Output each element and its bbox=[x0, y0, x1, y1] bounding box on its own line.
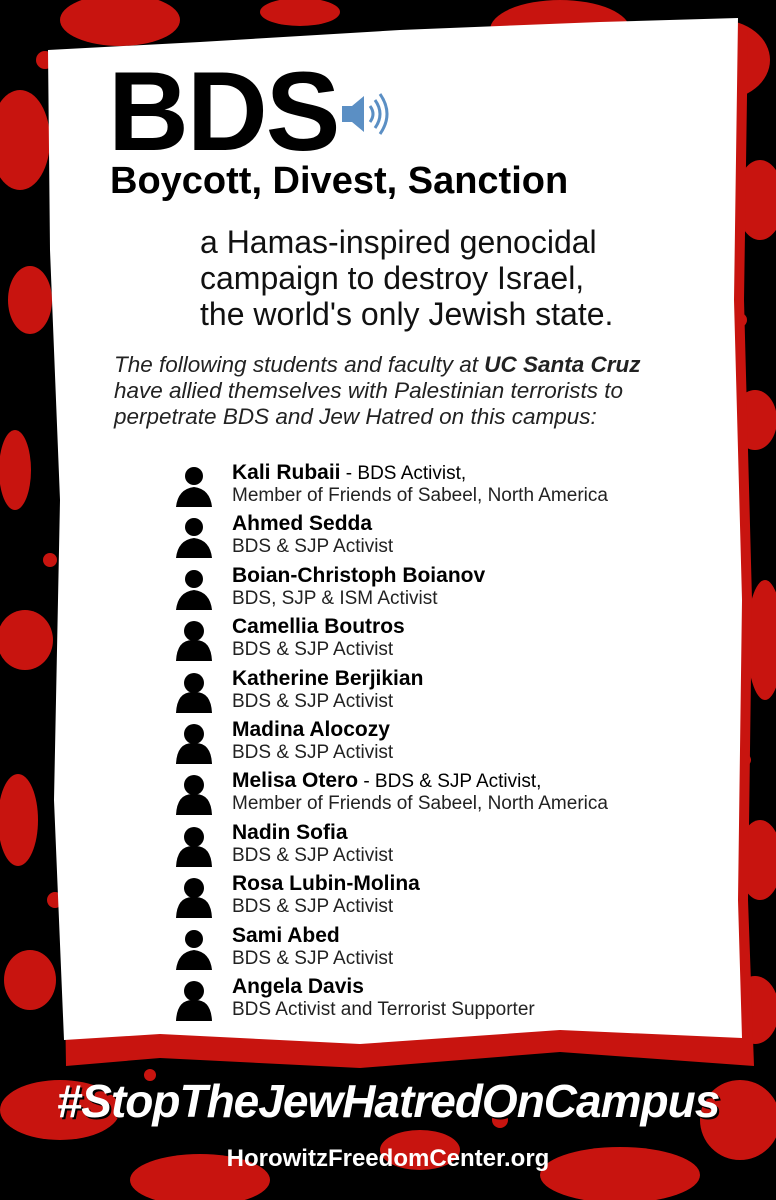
person-name: Nadin Sofia bbox=[232, 820, 348, 844]
tagline-line: a Hamas-inspired genocidal bbox=[200, 224, 597, 260]
poster-subtitle: Boycott, Divest, Sanction bbox=[110, 160, 569, 202]
person-silhouette-icon bbox=[174, 465, 214, 507]
person-silhouette-icon bbox=[174, 773, 214, 815]
tagline-line: the world's only Jewish state. bbox=[200, 296, 614, 332]
person-name: Katherine Berjikian bbox=[232, 666, 424, 690]
school-name: UC Santa Cruz bbox=[484, 352, 641, 377]
person-description: BDS & SJP Activist bbox=[232, 741, 394, 763]
person-name: Ahmed Sedda bbox=[232, 512, 373, 536]
person-description: BDS & SJP Activist bbox=[232, 536, 394, 558]
person-description: BDS & SJP Activist bbox=[232, 947, 394, 969]
person-name: Melisa Otero bbox=[232, 769, 359, 793]
person-name: Kali Rubaii bbox=[232, 461, 341, 484]
intro-line: have allied themselves with Palestinian terrorists to bbox=[114, 378, 623, 403]
person-silhouette-icon bbox=[174, 979, 214, 1021]
person-role: - BDS & SJP Activist, bbox=[358, 771, 542, 793]
tagline bbox=[200, 224, 613, 332]
hashtag: #StopTheJewHatredOnCampus bbox=[56, 1075, 720, 1127]
person-name: Boian-Christoph Boianov bbox=[232, 563, 486, 587]
person-name: Camellia Boutros bbox=[232, 615, 405, 639]
poster-title: BDS bbox=[108, 49, 339, 174]
person-name: Angela Davis bbox=[232, 974, 364, 998]
person-description: BDS & SJP Activist bbox=[232, 690, 394, 712]
website-link[interactable]: HorowitzFreedomCenter.org bbox=[226, 1145, 550, 1172]
person-description: Member of Friends of Sabeel, North America bbox=[232, 793, 608, 815]
person-silhouette-icon bbox=[174, 568, 214, 610]
person-silhouette-icon bbox=[174, 671, 214, 713]
person-description: BDS & SJP Activist bbox=[232, 844, 394, 866]
tagline-line: campaign to destroy Israel, bbox=[200, 260, 585, 296]
person-name: Rosa Lubin-Molina bbox=[232, 872, 420, 896]
person-silhouette-icon bbox=[174, 825, 214, 867]
person-silhouette-icon bbox=[174, 516, 214, 558]
person-name: Sami Abed bbox=[232, 923, 340, 947]
intro-line: The following students and faculty at bbox=[114, 352, 485, 377]
person-description: BDS Activist and Terrorist Supporter bbox=[232, 998, 535, 1020]
person-name: Madina Alocozy bbox=[232, 717, 390, 741]
intro-text bbox=[114, 352, 714, 430]
person-silhouette-icon bbox=[174, 876, 214, 918]
person-silhouette-icon bbox=[174, 928, 214, 970]
intro-line: perpetrate BDS and Jew Hatred on this campus: bbox=[114, 404, 597, 429]
person-description: BDS & SJP Activist bbox=[232, 896, 394, 918]
person-silhouette-icon bbox=[174, 619, 214, 661]
person-description: Member of Friends of Sabeel, North America bbox=[232, 485, 608, 506]
person-silhouette-icon bbox=[174, 722, 214, 764]
speaker-icon bbox=[340, 88, 394, 140]
person-role: - BDS Activist, bbox=[340, 463, 467, 484]
person-description: BDS, SJP & ISM Activist bbox=[232, 587, 438, 609]
person-description: BDS & SJP Activist bbox=[232, 639, 394, 661]
